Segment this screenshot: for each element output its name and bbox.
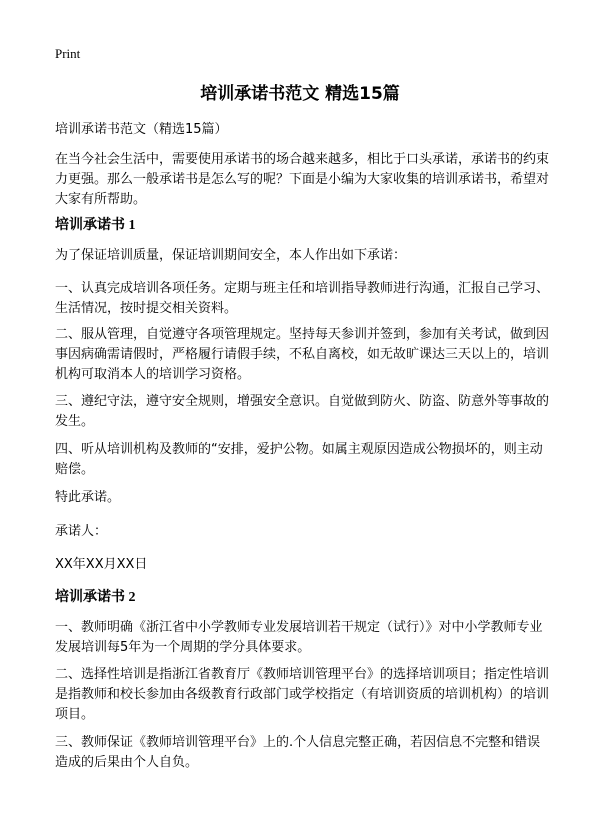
section-1-paragraph: 四、听从培训机构及教师的“安排，爱护公物。如属主观原因造成公物损坏的，则主动赔偿。	[55, 442, 543, 477]
closing-statement: 特此承诺。	[55, 490, 121, 505]
section-1-paragraph: 二、服从管理，自觉遵守各项管理规定。坚持每天参训并签到，参加有关考试，做到因事因病确需请假时，严格履行请假手续，不私自离校，如无故旷课达三天以上的，培训机构可取消本人的培训学习资格。	[55, 327, 550, 382]
section-1-paragraph: 一、认真完成培训各项任务。定期与班主任和培训指导教师进行沟通，汇报自己学习、生活情况，按时提交相关资料。	[55, 281, 550, 316]
section-2-paragraph: 一、教师明确《浙江省中小学教师专业发展培训若干规定（试行）》对中小学教师专业发展培训每5年为一个周期的学分具体要求。	[55, 620, 543, 655]
date-line: XX年XX月XX日	[55, 557, 148, 572]
section-2-heading: 培训承诺书 2	[55, 590, 136, 605]
signatory-label: 承诺人：	[55, 524, 108, 539]
document-title: 培训承诺书范文 精选15篇	[200, 84, 400, 104]
subtitle: 培训承诺书范文（精选15篇）	[55, 122, 228, 137]
section-1-paragraph: 为了保证培训质量，保证培训期间安全，本人作出如下承诺：	[55, 248, 407, 263]
section-1-paragraph: 三、遵纪守法，遵守安全规则，增强安全意识。自觉做到防火、防盗、防意外等事故的发生。	[55, 394, 550, 429]
section-2-paragraph: 三、教师保证《教师培训管理平台》上的.个人信息完整正确，若因信息不完整和错误造成的后果由个人自负。	[55, 735, 541, 770]
print-label: Print	[55, 46, 81, 61]
section-1-heading: 培训承诺书 1	[55, 218, 136, 233]
intro-paragraph: 在当今社会生活中，需要使用承诺书的场合越来越多，相比于口头承诺，承诺书的约束力更强。那么一般承诺书是怎么写的呢？下面是小编为大家收集的培训承诺书，希望对大家有所帮助。	[55, 152, 550, 207]
section-2-paragraph: 二、选择性培训是指浙江省教育厅《教师培训管理平台》的选择培训项目；指定性培训是指教师和校长参加由各级教育行政部门或学校指定（有培训资质的培训机构）的培训项目。	[55, 667, 550, 722]
